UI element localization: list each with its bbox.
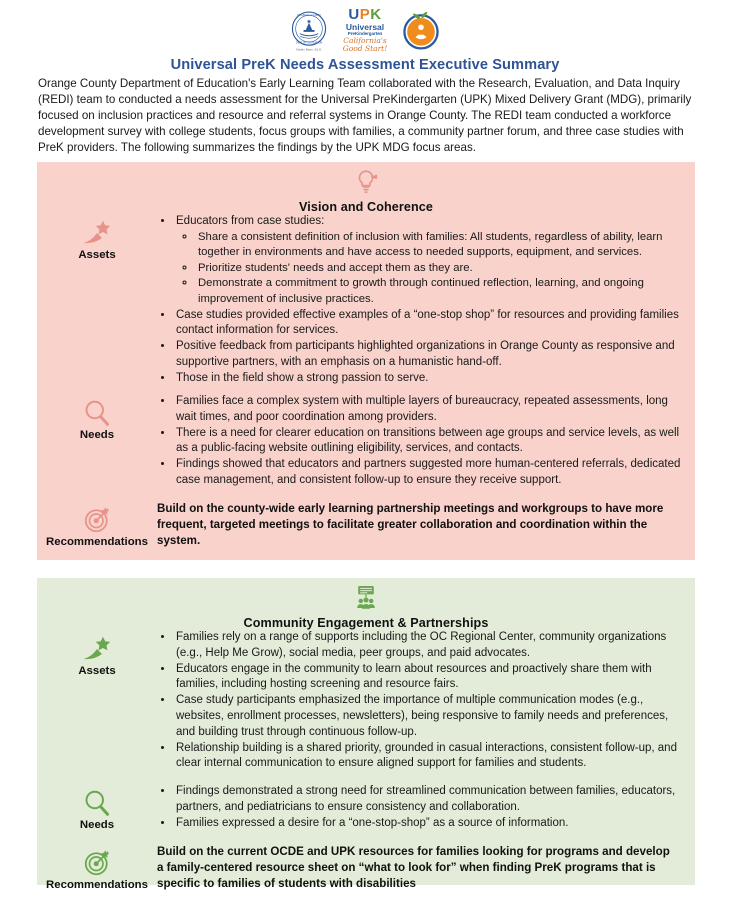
needs-body xyxy=(157,394,695,489)
list-item: • Families rely on a range of supports including the OC Regional Center, community organizations (e.g., Help Me Grow), social media, peer groups, and paid advocates. xyxy=(174,630,683,661)
ocde-seal-logo xyxy=(286,7,332,53)
needs-row xyxy=(37,394,695,489)
assets-icon-col xyxy=(37,630,157,677)
community-presentation-icon xyxy=(353,584,379,610)
list-item: • Educators engage in the community to learn about resources and proactively share them with families, including hosting screening and resource fairs. xyxy=(174,662,683,693)
upk-logo xyxy=(340,6,390,54)
early-learning-orange-logo xyxy=(398,7,444,53)
needs-row xyxy=(37,784,695,832)
needs-label: Needs xyxy=(79,819,115,832)
needs-label: Needs xyxy=(79,429,115,442)
needs-list xyxy=(157,784,683,831)
assets-label: Assets xyxy=(78,665,116,677)
needs-icon-col xyxy=(37,394,157,441)
list-item: • There is a need for clearer education on transitions between age groups and service levels, as well as a public-facing website outlining eligibility, services, and contacts. xyxy=(174,426,683,457)
target-icon xyxy=(82,848,112,878)
svg-text:ORANGE COUNTY: ORANGE COUNTY xyxy=(296,13,322,18)
upk-tagline-universal: Universal xyxy=(345,21,385,32)
list-item: • Families face a complex system with multiple layers of bureaucracy, repeated assessments, long wait times, and poor coordination among providers. xyxy=(174,394,683,425)
assets-body xyxy=(157,630,695,772)
recommendations-icon-col xyxy=(37,844,157,891)
list-item: ◦ Demonstrate a commitment to growth through continued reflection, learning, and ongoing improvement of inclusive practices. xyxy=(196,276,683,307)
section-title: Community Engagement & Partnerships xyxy=(243,616,489,630)
assets-sublist xyxy=(176,230,683,308)
list-item: • Findings showed that educators and partners suggested more human-centered referrals, dedicated case management, and consistent follow-up to ensure they receive support. xyxy=(174,457,683,488)
list-item: ◦ Prioritize students' needs and accept them as they are. xyxy=(196,261,683,277)
svg-text:Stefan Bean, Ed.D.: Stefan Bean, Ed.D. xyxy=(296,47,322,52)
lightbulb-icon xyxy=(353,168,379,194)
assets-icon-col xyxy=(37,214,157,261)
target-icon xyxy=(82,505,112,535)
upk-tagline-line-b: Good Start! xyxy=(342,44,388,54)
recommendations-body xyxy=(157,844,695,891)
section-header xyxy=(37,578,695,630)
assets-list xyxy=(157,630,683,772)
list-item: • Findings demonstrated a strong need for streamlined communication between families, educators, partners, and pediatricians to ensure consistency and collaboration. xyxy=(174,784,683,815)
list-item xyxy=(174,214,683,307)
needs-list xyxy=(157,394,683,489)
bullet-text: Educators from case studies: xyxy=(176,215,325,227)
intro-paragraph: Orange County Department of Education's Early Learning Team collaborated with the Research, Evaluation, and Data Inquiry (REDI) team to conducted a needs assessment for the Universal PreKindergarten (UPK) Mixed Delivery Grant (MDG), primarily focused on inclusion practices and resource and referral systems in Orange County. The REDI team conducted a workforce development survey with college students, focus groups with families, a community partner forum, and three case studies with PreK providers. The following summarizes the findings by the UPK MDG focus areas. xyxy=(38,77,692,155)
upk-letter-p: P xyxy=(359,5,371,23)
upk-letter-u: U xyxy=(348,5,360,23)
upk-letter-k: K xyxy=(370,5,382,23)
list-item: ◦ Share a consistent definition of inclusion with families: All students, regardless of ability, learn together in environments and have access to needed supports, equipment, and services. xyxy=(196,230,683,261)
recommendations-label: Recommendations xyxy=(46,879,148,892)
recommendations-row xyxy=(37,501,695,548)
list-item: • Positive feedback from participants highlighted organizations in Orange County as responsive and supportive partners, with an emphasis on a humanistic hand-off. xyxy=(174,339,683,370)
needs-body xyxy=(157,784,695,832)
shooting-star-icon xyxy=(80,634,114,664)
list-item: • Relationship building is a shared priority, grounded in casual interactions, consistent follow-up, and clear internal communication to ensure aligned support for families and students. xyxy=(174,741,683,772)
list-item: • Those in the field show a strong passion to serve. xyxy=(174,371,683,387)
upk-tagline-prekindergarten: PreKindergarten xyxy=(347,30,383,36)
recommendations-icon-col xyxy=(37,501,157,548)
section-community-engagement-and-partnerships xyxy=(37,578,695,892)
assets-label: Assets xyxy=(78,249,116,261)
recommendations-body xyxy=(157,501,695,548)
recommendations-label: Recommendations xyxy=(46,536,148,549)
magnifier-icon xyxy=(82,398,112,428)
assets-list xyxy=(157,214,683,387)
upk-tagline-line-a: California's xyxy=(343,36,387,46)
logo-row xyxy=(0,0,730,56)
recommendations-row xyxy=(37,844,695,891)
list-item: • Case studies provided effective examples of a “one-stop shop” for resources and providing families contact information for services. xyxy=(174,308,683,339)
magnifier-icon xyxy=(82,788,112,818)
assets-row xyxy=(37,630,695,772)
section-header xyxy=(37,162,695,214)
svg-text:DEPT OF EDUCATION: DEPT OF EDUCATION xyxy=(295,41,323,45)
upk-tagline-california xyxy=(343,37,387,53)
shooting-star-icon xyxy=(80,218,114,248)
section-vision-and-coherence xyxy=(37,162,695,560)
assets-row xyxy=(37,214,695,387)
section-title: Vision and Coherence xyxy=(298,200,434,214)
recommendations-text: Build on the current OCDE and UPK resources for families looking for programs and develop a family-centered resource sheet on “what to look for” when finding PreK programs that is specific to families of students with disabilities xyxy=(157,845,670,890)
page-title: Universal PreK Needs Assessment Executive Summary xyxy=(170,57,560,73)
assets-body xyxy=(157,214,695,387)
list-item: • Case study participants emphasized the importance of multiple communication modes (e.g., websites, enrollment processes, newsletters), being responsive to family needs and preferences, and building trust through continuous follow-up. xyxy=(174,693,683,740)
needs-icon-col xyxy=(37,784,157,831)
recommendations-text: Build on the county-wide early learning partnership meetings and workgroups to have more frequent, targeted meetings to facilitate greater collaboration and coordination within the system. xyxy=(157,502,664,547)
list-item: • Families expressed a desire for a “one-stop-shop” as a source of information. xyxy=(174,816,683,832)
